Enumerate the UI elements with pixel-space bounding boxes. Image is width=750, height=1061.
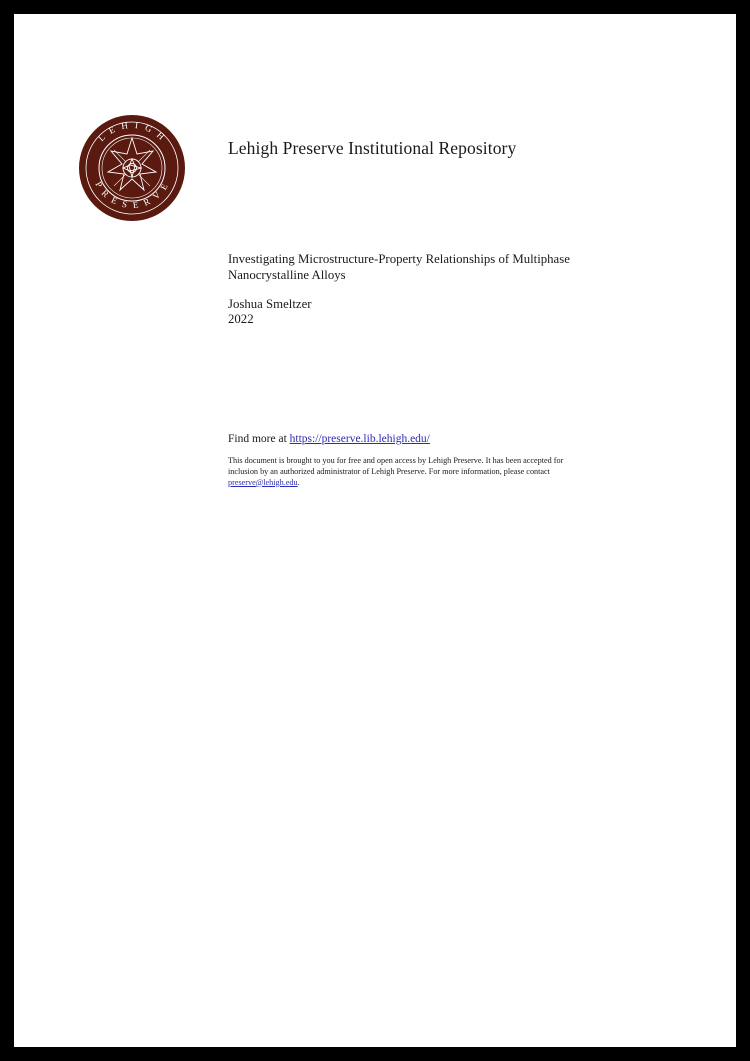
find-more-line — [228, 433, 430, 445]
lehigh-preserve-seal-icon — [78, 114, 186, 222]
repository-link[interactable]: https://preserve.lib.lehigh.edu/ — [289, 433, 430, 445]
repository-name: Lehigh Preserve Institutional Repository — [228, 138, 517, 158]
author-name: Joshua Smeltzer — [228, 297, 312, 311]
document-page — [14, 14, 736, 1047]
rights-text-part2: . — [297, 477, 300, 487]
rights-statement — [228, 456, 580, 488]
publication-year: 2022 — [228, 312, 254, 326]
find-more-prefix: Find more at — [228, 433, 290, 445]
contact-email-link[interactable]: preserve@lehigh.edu — [228, 477, 298, 487]
rights-text-part1: This document is brought to you for free and open access by Lehigh Preserve. It has been accepted for inclusion by an authorized administrator of Lehigh Preserve. For more information, please contact — [228, 456, 564, 476]
svg-text:L E H I G H: L E H I G H — [96, 119, 168, 144]
svg-text:P R E S E R V E: P R E S E R V E — [93, 179, 171, 211]
page-title: Investigating Microstructure-Property Relationships of Multiphase Nanocrystalline Alloys — [228, 252, 570, 282]
